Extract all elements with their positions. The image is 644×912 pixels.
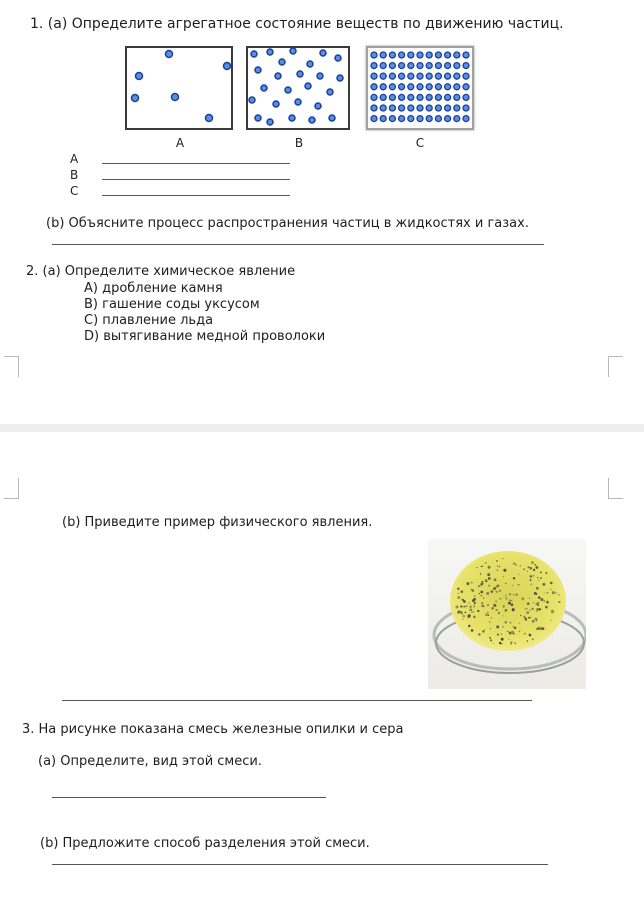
solid-particle — [445, 116, 451, 122]
solid-particle — [445, 73, 451, 79]
solid-particle — [380, 116, 386, 122]
solid-particle — [445, 52, 451, 58]
solid-particle — [463, 84, 469, 90]
solid-particle — [426, 63, 432, 69]
solid-particle — [371, 116, 377, 122]
q2-option-d[interactable]: D) вытягивание медной проволоки — [84, 329, 326, 344]
gas-particles — [127, 48, 231, 128]
solid-particle — [399, 73, 405, 79]
solid-particle — [380, 63, 386, 69]
solid-particle — [417, 52, 423, 58]
answer-line-a[interactable] — [102, 163, 290, 164]
liquid-particles — [248, 48, 348, 128]
diagram-label-b: B — [294, 136, 304, 150]
q2-title: 2. (а) Определите химическое явление — [26, 264, 296, 279]
solid-particle — [371, 52, 377, 58]
solid-particle — [380, 84, 386, 90]
q2-option-c[interactable]: C) плавление льда — [84, 313, 214, 328]
solid-particle — [435, 105, 441, 111]
solid-particle — [371, 105, 377, 111]
solid-particle — [454, 105, 460, 111]
solid-particle — [408, 52, 414, 58]
solid-particle — [463, 116, 469, 122]
q1-b-prompt: (b) Объясните процесс распространения частиц в жидкостях и газах. — [46, 216, 529, 231]
q2-option-a[interactable]: A) дробление камня — [84, 281, 223, 296]
q1-title: 1. (а) Определите агрегатное состояние веществ по движению частиц. — [30, 16, 564, 32]
solid-particle — [389, 52, 395, 58]
solid-particle — [399, 94, 405, 100]
solid-particle — [426, 105, 432, 111]
q3-title: 3. На рисунке показана смесь железные опилки и сера — [22, 722, 404, 737]
solid-particle — [399, 105, 405, 111]
solid-particle — [408, 105, 414, 111]
page-corner-mark — [608, 478, 623, 499]
solid-particle — [445, 84, 451, 90]
solid-particle — [408, 73, 414, 79]
q3-b-prompt: (b) Предложите способ разделения этой смеси. — [40, 836, 370, 851]
solid-particle — [426, 52, 432, 58]
solid-particle — [389, 73, 395, 79]
solid-particle — [435, 84, 441, 90]
answer-label-b: B — [70, 168, 79, 182]
solid-particle — [371, 94, 377, 100]
solid-particle — [389, 105, 395, 111]
solid-particle — [426, 84, 432, 90]
solid-particle — [399, 84, 405, 90]
page-corner-mark — [608, 356, 623, 377]
solid-particle — [463, 73, 469, 79]
solid-particle — [380, 105, 386, 111]
page-corner-mark — [4, 356, 19, 377]
solid-particles — [368, 48, 472, 128]
q1-b-answer-line[interactable] — [52, 244, 544, 245]
solid-particle — [463, 63, 469, 69]
solid-particle — [389, 116, 395, 122]
solid-particle — [417, 63, 423, 69]
diagram-label-a: A — [175, 136, 185, 150]
petri-dish-image — [428, 539, 586, 689]
solid-particle — [454, 63, 460, 69]
solid-particle — [380, 94, 386, 100]
solid-particle — [417, 84, 423, 90]
solid-particle — [435, 73, 441, 79]
answer-line-b[interactable] — [102, 179, 290, 180]
solid-particle — [417, 105, 423, 111]
solid-particle — [399, 52, 405, 58]
solid-particle — [417, 116, 423, 122]
solid-particle — [426, 73, 432, 79]
particle-diagram-liquid — [246, 46, 350, 130]
q3-a-prompt: (a) Определите, вид этой смеси. — [38, 754, 262, 769]
page-break — [0, 424, 644, 432]
solid-particle — [408, 116, 414, 122]
solid-particle — [399, 116, 405, 122]
solid-particle — [389, 94, 395, 100]
solid-particle — [426, 94, 432, 100]
mixture-photo — [428, 539, 586, 689]
solid-particle — [445, 63, 451, 69]
solid-particle — [454, 116, 460, 122]
solid-particle — [454, 52, 460, 58]
solid-particle — [399, 63, 405, 69]
q3-a-answer-line[interactable] — [52, 797, 326, 798]
solid-particle — [463, 94, 469, 100]
page-corner-mark — [4, 478, 19, 499]
particle-diagram-solid — [366, 46, 474, 130]
solid-particle — [380, 73, 386, 79]
solid-particle — [380, 52, 386, 58]
solid-particle — [435, 52, 441, 58]
solid-particle — [454, 94, 460, 100]
solid-particle — [408, 63, 414, 69]
solid-particle — [371, 73, 377, 79]
solid-particle — [389, 84, 395, 90]
answer-label-c: C — [70, 184, 79, 198]
diagram-label-c: C — [415, 136, 425, 150]
solid-particle — [389, 63, 395, 69]
solid-particle — [445, 105, 451, 111]
solid-particle — [463, 52, 469, 58]
solid-particle — [408, 94, 414, 100]
solid-particle — [454, 84, 460, 90]
solid-particle — [371, 84, 377, 90]
particle-diagram-gas — [125, 46, 233, 130]
solid-particle — [454, 73, 460, 79]
q2-b-prompt: (b) Приведите пример физического явления. — [62, 515, 373, 530]
solid-particle — [417, 94, 423, 100]
solid-particle — [463, 105, 469, 111]
answer-line-c[interactable] — [102, 195, 290, 196]
solid-particle — [435, 116, 441, 122]
solid-particle — [408, 84, 414, 90]
q2-b-answer-line[interactable] — [62, 700, 532, 701]
solid-particle — [435, 94, 441, 100]
solid-particle — [417, 73, 423, 79]
solid-particle — [371, 63, 377, 69]
solid-particle — [435, 63, 441, 69]
answer-label-a: A — [70, 152, 79, 166]
q2-option-b[interactable]: B) гашение соды уксусом — [84, 297, 260, 312]
solid-particle — [426, 116, 432, 122]
solid-particle — [445, 94, 451, 100]
q3-b-answer-line[interactable] — [52, 864, 548, 865]
